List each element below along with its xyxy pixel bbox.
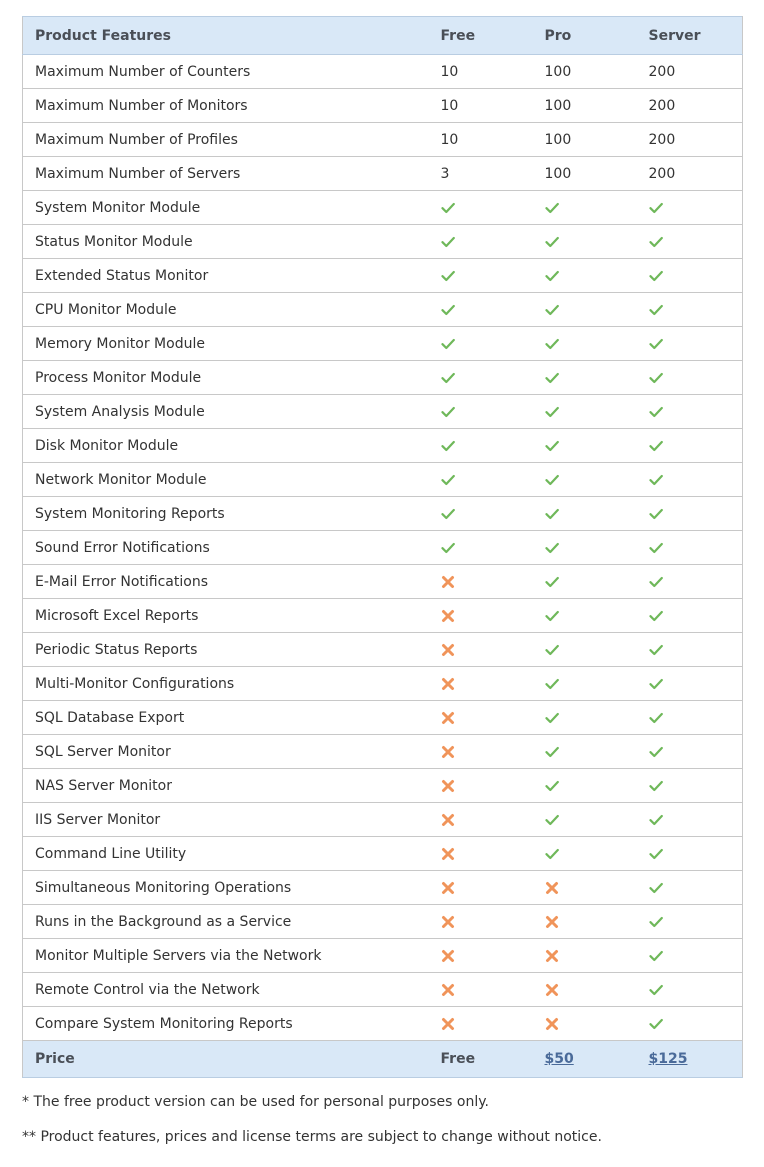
cell-pro [533,327,637,361]
table-row [23,89,743,123]
feature-name: CPU Monitor Module [23,293,429,327]
check-icon [545,745,559,759]
cell-free [429,837,533,871]
check-icon [545,541,559,555]
cell-pro [533,735,637,769]
feature-name: E-Mail Error Notifications [23,565,429,599]
cell-server [637,191,743,225]
check-icon [545,779,559,793]
cell-pro [533,293,637,327]
check-icon [649,643,663,657]
cell-server [637,531,743,565]
feature-name: Multi-Monitor Configurations [23,667,429,701]
cell-server [637,905,743,939]
check-icon [649,473,663,487]
check-icon [441,371,455,385]
cell-server [637,667,743,701]
table-row [23,565,743,599]
feature-name: Sound Error Notifications [23,531,429,565]
feature-name: Memory Monitor Module [23,327,429,361]
feature-name: Extended Status Monitor [23,259,429,293]
cell-server [637,769,743,803]
cell-free [429,531,533,565]
table-row [23,429,743,463]
price-free: Free [429,1041,533,1078]
check-icon [649,575,663,589]
cell-pro [533,633,637,667]
check-icon [649,269,663,283]
feature-name: System Monitor Module [23,191,429,225]
cross-icon [441,881,455,895]
table-row [23,599,743,633]
cell-pro [533,463,637,497]
cell-server [637,225,743,259]
price-label: Price [23,1041,429,1078]
check-icon [545,201,559,215]
check-icon [649,779,663,793]
table-row [23,1007,743,1041]
cross-icon [441,745,455,759]
feature-name: Command Line Utility [23,837,429,871]
check-icon [441,473,455,487]
check-icon [545,677,559,691]
check-icon [545,847,559,861]
table-header-row [23,17,743,55]
feature-rows [23,55,743,1041]
check-icon [649,371,663,385]
cross-icon [441,915,455,929]
cell-pro [533,701,637,735]
cell-pro [533,259,637,293]
table-row [23,973,743,1007]
table-row [23,395,743,429]
check-icon [545,813,559,827]
check-icon [545,439,559,453]
check-icon [649,609,663,623]
cell-free [429,803,533,837]
cell-server [637,259,743,293]
cell-free [429,463,533,497]
check-icon [649,405,663,419]
check-icon [545,337,559,351]
cell-server [637,395,743,429]
table-row [23,497,743,531]
table-row [23,123,743,157]
table-row [23,667,743,701]
cross-icon [441,609,455,623]
table-row [23,157,743,191]
cell-server [637,735,743,769]
cross-icon [441,711,455,725]
feature-name: SQL Database Export [23,701,429,735]
cell-server [637,463,743,497]
table-row [23,837,743,871]
cell-free [429,769,533,803]
cell-free [429,395,533,429]
check-icon [649,847,663,861]
cell-pro [533,565,637,599]
header-product-features: Product Features [23,17,429,55]
check-icon [649,915,663,929]
cell-free [429,497,533,531]
cell-free [429,905,533,939]
cell-pro [533,1007,637,1041]
check-icon [441,235,455,249]
cell-pro [533,599,637,633]
check-icon [649,1017,663,1031]
note-free-version: * The free product version can be used for personal purposes only. [22,1094,489,1110]
cell-free [429,361,533,395]
feature-name: System Analysis Module [23,395,429,429]
cell-pro [533,973,637,1007]
price-row [23,1041,743,1078]
table-row [23,735,743,769]
cell-free [429,293,533,327]
check-icon [545,473,559,487]
cell-server: 200 [637,89,743,123]
cell-pro [533,225,637,259]
feature-name: Maximum Number of Monitors [23,89,429,123]
table-row [23,259,743,293]
cell-server [637,633,743,667]
feature-name: Maximum Number of Profiles [23,123,429,157]
cross-icon [441,677,455,691]
check-icon [441,303,455,317]
cell-server [637,565,743,599]
cross-icon [545,915,559,929]
cell-server [637,871,743,905]
feature-name: SQL Server Monitor [23,735,429,769]
check-icon [441,269,455,283]
check-icon [441,201,455,215]
cell-pro: 100 [533,123,637,157]
check-icon [545,575,559,589]
check-icon [649,711,663,725]
cell-free: 10 [429,89,533,123]
table-row [23,327,743,361]
cross-icon [441,779,455,793]
price-pro-link[interactable]: $50 [544,1051,574,1067]
cell-free [429,429,533,463]
feature-name: IIS Server Monitor [23,803,429,837]
check-icon [649,983,663,997]
cell-server [637,803,743,837]
cell-server [637,837,743,871]
feature-name: Remote Control via the Network [23,973,429,1007]
cell-server [637,293,743,327]
feature-name: Monitor Multiple Servers via the Network [23,939,429,973]
cross-icon [545,881,559,895]
cell-free [429,565,533,599]
cell-pro: 100 [533,89,637,123]
cell-pro [533,395,637,429]
cell-free [429,973,533,1007]
table-row [23,871,743,905]
cell-server [637,1007,743,1041]
cross-icon [441,813,455,827]
cell-free [429,191,533,225]
check-icon [441,507,455,521]
cell-free: 10 [429,123,533,157]
cell-pro [533,361,637,395]
feature-name: Network Monitor Module [23,463,429,497]
check-icon [649,337,663,351]
cross-icon [545,1017,559,1031]
cell-server [637,701,743,735]
table-row [23,939,743,973]
feature-name: Status Monitor Module [23,225,429,259]
cell-free [429,939,533,973]
cell-free [429,667,533,701]
cross-icon [441,847,455,861]
check-icon [649,541,663,555]
check-icon [441,439,455,453]
check-icon [649,745,663,759]
table-row [23,55,743,89]
check-icon [649,507,663,521]
check-icon [649,813,663,827]
cross-icon [545,949,559,963]
cross-icon [441,949,455,963]
cell-server [637,599,743,633]
feature-name: Maximum Number of Counters [23,55,429,89]
feature-name: Disk Monitor Module [23,429,429,463]
cell-pro [533,837,637,871]
cell-server [637,497,743,531]
cell-server [637,361,743,395]
feature-name: Periodic Status Reports [23,633,429,667]
feature-name: System Monitoring Reports [23,497,429,531]
check-icon [545,371,559,385]
check-icon [441,541,455,555]
cell-server: 200 [637,55,743,89]
table-row [23,701,743,735]
check-icon [649,677,663,691]
header-pro: Pro [533,17,637,55]
check-icon [441,405,455,419]
check-icon [649,235,663,249]
check-icon [545,303,559,317]
cell-pro [533,871,637,905]
cross-icon [545,983,559,997]
check-icon [545,235,559,249]
table-row [23,803,743,837]
feature-name: NAS Server Monitor [23,769,429,803]
cross-icon [441,983,455,997]
cell-pro [533,497,637,531]
cross-icon [441,575,455,589]
cell-pro [533,429,637,463]
cell-pro [533,803,637,837]
check-icon [545,405,559,419]
cell-free: 3 [429,157,533,191]
cell-free [429,259,533,293]
feature-name: Microsoft Excel Reports [23,599,429,633]
feature-name: Compare System Monitoring Reports [23,1007,429,1041]
cell-server [637,939,743,973]
check-icon [649,201,663,215]
cell-free [429,327,533,361]
cell-free [429,735,533,769]
cell-free [429,1007,533,1041]
cell-free [429,701,533,735]
cell-server [637,327,743,361]
cross-icon [441,643,455,657]
cross-icon [441,1017,455,1031]
cell-pro: 100 [533,157,637,191]
check-icon [545,643,559,657]
table-row [23,225,743,259]
feature-name: Runs in the Background as a Service [23,905,429,939]
header-server: Server [637,17,743,55]
check-icon [545,269,559,283]
features-comparison-table [22,16,743,1078]
cell-pro: 100 [533,55,637,89]
check-icon [545,711,559,725]
cell-free [429,225,533,259]
price-server-link[interactable]: $125 [648,1051,688,1067]
note-change-notice: ** Product features, prices and license terms are subject to change without notice. [22,1129,602,1145]
cell-pro [533,769,637,803]
cell-pro [533,191,637,225]
check-icon [649,439,663,453]
table-row [23,531,743,565]
check-icon [441,337,455,351]
cell-server: 200 [637,123,743,157]
header-free: Free [429,17,533,55]
check-icon [649,949,663,963]
cell-free [429,633,533,667]
feature-name: Process Monitor Module [23,361,429,395]
table-row [23,463,743,497]
cell-pro [533,905,637,939]
check-icon [649,881,663,895]
cell-pro [533,667,637,701]
table-row [23,361,743,395]
cell-free [429,871,533,905]
feature-name: Maximum Number of Servers [23,157,429,191]
check-icon [649,303,663,317]
cell-server [637,429,743,463]
cell-free [429,599,533,633]
table-row [23,633,743,667]
cell-server: 200 [637,157,743,191]
cell-pro [533,531,637,565]
table-row [23,293,743,327]
cell-pro [533,939,637,973]
table-row [23,769,743,803]
check-icon [545,507,559,521]
cell-free: 10 [429,55,533,89]
cell-server [637,973,743,1007]
feature-name: Simultaneous Monitoring Operations [23,871,429,905]
table-row [23,191,743,225]
table-row [23,905,743,939]
check-icon [545,609,559,623]
